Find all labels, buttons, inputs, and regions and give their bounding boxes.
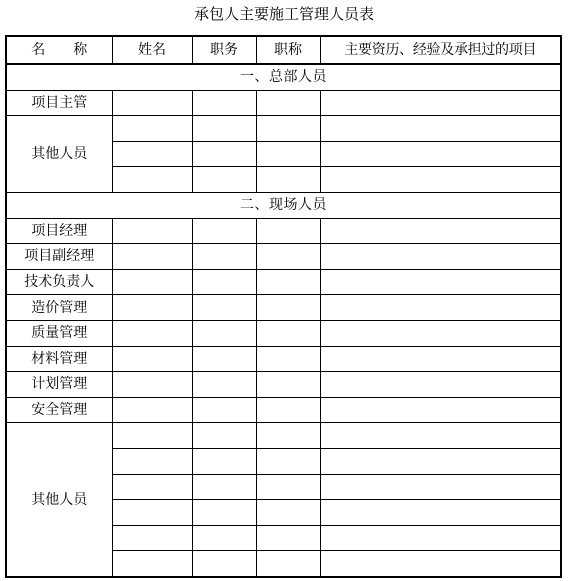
duty-cell[interactable]	[192, 346, 256, 372]
qualification-cell[interactable]	[320, 397, 561, 423]
table-row	[6, 90, 561, 116]
qualification-cell[interactable]	[320, 295, 561, 321]
duty-cell[interactable]	[192, 525, 256, 551]
section-row-headquarters	[6, 64, 561, 90]
duty-cell[interactable]	[192, 295, 256, 321]
title-cell[interactable]	[256, 320, 320, 346]
role-label: 质量管理	[6, 320, 112, 346]
duty-cell[interactable]	[192, 269, 256, 295]
duty-cell[interactable]	[192, 551, 256, 577]
duty-cell[interactable]	[192, 90, 256, 116]
role-label: 造价管理	[6, 295, 112, 321]
qualification-cell[interactable]	[320, 474, 561, 500]
title-cell[interactable]	[256, 269, 320, 295]
role-label: 其他人员	[6, 423, 112, 577]
role-label: 计划管理	[6, 372, 112, 398]
qualification-cell[interactable]	[320, 525, 561, 551]
header-duty: 职务	[192, 36, 256, 64]
duty-cell[interactable]	[192, 141, 256, 167]
qualification-cell[interactable]	[320, 372, 561, 398]
duty-cell[interactable]	[192, 423, 256, 449]
duty-cell[interactable]	[192, 372, 256, 398]
name-cell[interactable]	[112, 218, 192, 244]
title-cell[interactable]	[256, 551, 320, 577]
title-cell[interactable]	[256, 448, 320, 474]
header-person-name: 姓名	[112, 36, 192, 64]
section-heading: 二、现场人员	[6, 192, 561, 218]
duty-cell[interactable]	[192, 500, 256, 526]
name-cell[interactable]	[112, 244, 192, 270]
qualification-cell[interactable]	[320, 244, 561, 270]
title-cell[interactable]	[256, 397, 320, 423]
header-qualification: 主要资历、经验及承担过的项目	[320, 36, 561, 64]
qualification-cell[interactable]	[320, 320, 561, 346]
duty-cell[interactable]	[192, 320, 256, 346]
title-cell[interactable]	[256, 525, 320, 551]
name-cell[interactable]	[112, 346, 192, 372]
name-cell[interactable]	[112, 116, 192, 142]
title-cell[interactable]	[256, 346, 320, 372]
duty-cell[interactable]	[192, 448, 256, 474]
table-row	[6, 397, 561, 423]
table-row	[6, 423, 561, 449]
name-cell[interactable]	[112, 372, 192, 398]
role-label: 技术负责人	[6, 269, 112, 295]
duty-cell[interactable]	[192, 218, 256, 244]
title-cell[interactable]	[256, 90, 320, 116]
name-cell[interactable]	[112, 320, 192, 346]
section-heading: 一、总部人员	[6, 64, 561, 90]
duty-cell[interactable]	[192, 244, 256, 270]
role-label: 安全管理	[6, 397, 112, 423]
title-cell[interactable]	[256, 474, 320, 500]
table-row	[6, 218, 561, 244]
role-label: 项目副经理	[6, 244, 112, 270]
qualification-cell[interactable]	[320, 116, 561, 142]
role-label: 项目主管	[6, 90, 112, 116]
title-cell[interactable]	[256, 167, 320, 193]
name-cell[interactable]	[112, 423, 192, 449]
title-cell[interactable]	[256, 423, 320, 449]
name-cell[interactable]	[112, 500, 192, 526]
table-row	[6, 372, 561, 398]
qualification-cell[interactable]	[320, 448, 561, 474]
title-cell[interactable]	[256, 295, 320, 321]
duty-cell[interactable]	[192, 116, 256, 142]
form-title: 承包人主要施工管理人员表	[193, 5, 374, 23]
title-cell[interactable]	[256, 244, 320, 270]
qualification-cell[interactable]	[320, 500, 561, 526]
name-cell[interactable]	[112, 167, 192, 193]
name-cell[interactable]	[112, 90, 192, 116]
name-cell[interactable]	[112, 448, 192, 474]
staff-table	[5, 35, 562, 578]
qualification-cell[interactable]	[320, 90, 561, 116]
qualification-cell[interactable]	[320, 141, 561, 167]
name-cell[interactable]	[112, 397, 192, 423]
qualification-cell[interactable]	[320, 269, 561, 295]
name-cell[interactable]	[112, 141, 192, 167]
role-label: 项目经理	[6, 218, 112, 244]
qualification-cell[interactable]	[320, 218, 561, 244]
title-cell[interactable]	[256, 141, 320, 167]
duty-cell[interactable]	[192, 474, 256, 500]
header-name: 名 称	[6, 36, 112, 64]
qualification-cell[interactable]	[320, 346, 561, 372]
header-title: 职称	[256, 36, 320, 64]
name-cell[interactable]	[112, 474, 192, 500]
header-row	[6, 36, 561, 64]
table-row	[6, 346, 561, 372]
name-cell[interactable]	[112, 525, 192, 551]
section-row-site	[6, 192, 561, 218]
table-row	[6, 295, 561, 321]
name-cell[interactable]	[112, 269, 192, 295]
title-cell[interactable]	[256, 500, 320, 526]
table-row	[6, 320, 561, 346]
role-label: 材料管理	[6, 346, 112, 372]
title-cell[interactable]	[256, 218, 320, 244]
qualification-cell[interactable]	[320, 167, 561, 193]
table-row	[6, 269, 561, 295]
qualification-cell[interactable]	[320, 423, 561, 449]
qualification-cell[interactable]	[320, 551, 561, 577]
table-row	[6, 116, 561, 142]
name-cell[interactable]	[112, 551, 192, 577]
title-cell[interactable]	[256, 116, 320, 142]
name-cell[interactable]	[112, 295, 192, 321]
duty-cell[interactable]	[192, 167, 256, 193]
title-cell[interactable]	[256, 372, 320, 398]
duty-cell[interactable]	[192, 397, 256, 423]
table-row	[6, 244, 561, 270]
role-label: 其他人员	[6, 116, 112, 193]
